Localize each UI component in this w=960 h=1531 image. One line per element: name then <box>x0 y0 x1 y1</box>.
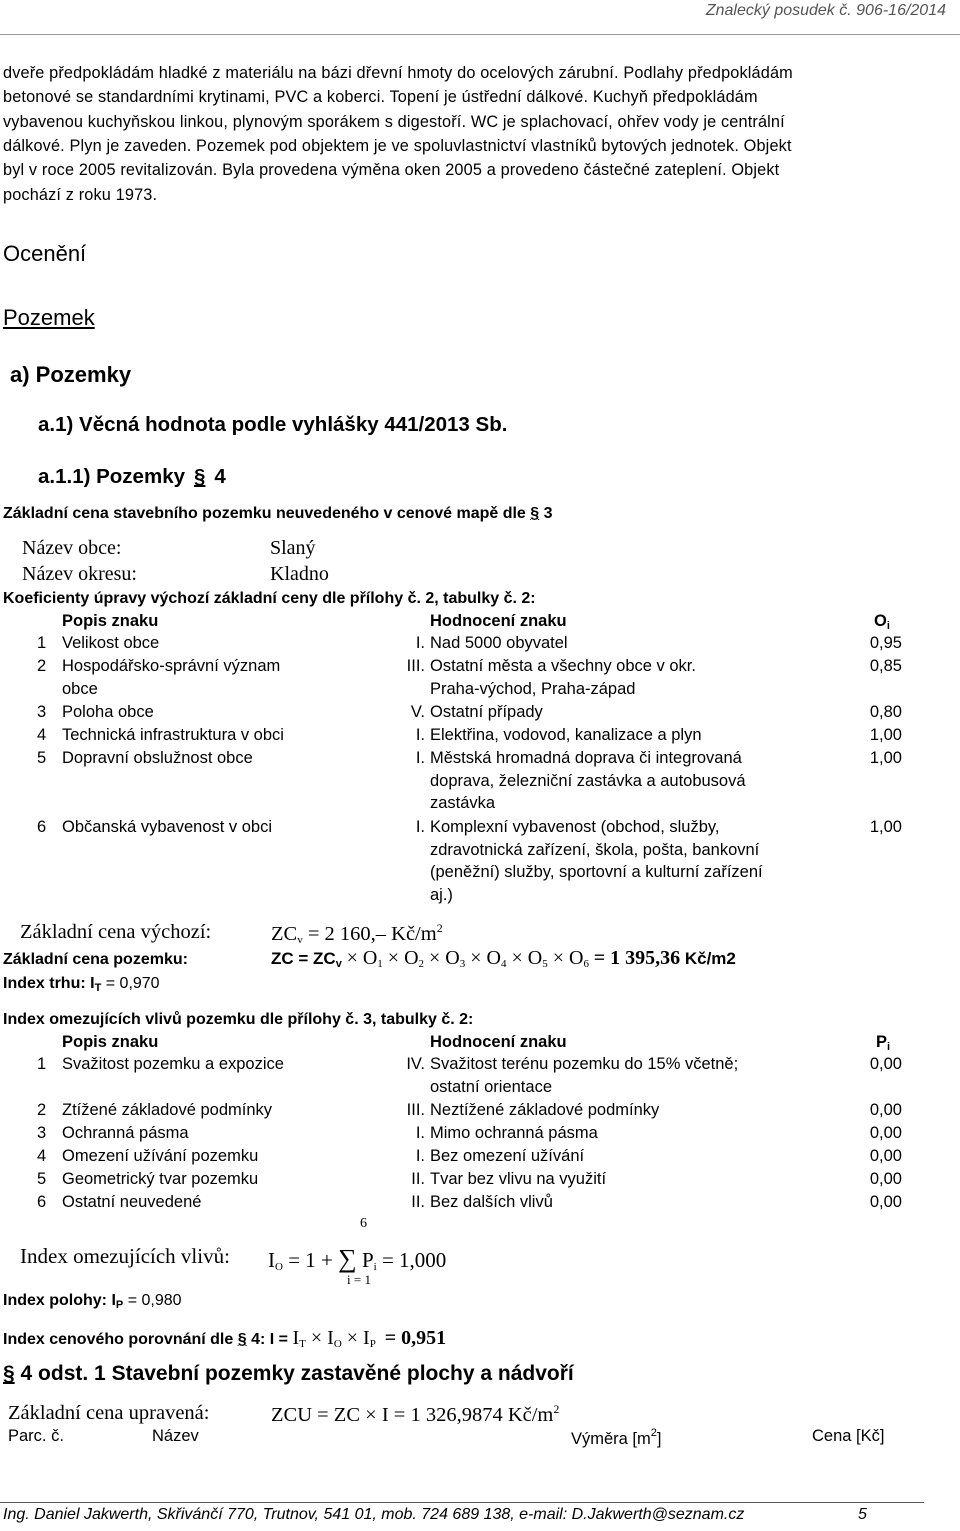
parc-col-vymera: Výměra $[m^2]$ <box>571 1427 662 1448</box>
table-row-roman: I. <box>415 1124 425 1142</box>
table-row-value: 1,00 <box>869 818 902 836</box>
table2-title: Index omezujících vlivů pozemku dle přílohy č. 3, tabulky č. 2: <box>3 1011 474 1028</box>
table-row-roman: I. <box>415 749 425 767</box>
table-row-hodnoceni: Nad 5000 obyvatel <box>430 634 568 652</box>
zc-pozemku-formula: ZC = $ZC_v \times O_1 \times O_2 \times O_3 \times O_4 \times O_5 \times O_6 = 1$ 395,36 Kč/m2 <box>271 947 736 970</box>
footer-text: Ing. Daniel Jakwerth, Skřivánčí 770, Trutnov, 541 01, mob. 724 689 138, e-mail: D.Jakwerth@seznam.cz <box>3 1506 745 1523</box>
table1-col-hodnoceni: Hodnocení znaku <box>430 612 567 630</box>
index-omezujicich-label: Index omezujících vlivů: <box>20 1244 230 1268</box>
index-trhu: Index trhu: $I_T = 0,970$ <box>3 975 160 994</box>
table-row-hodnoceni: Mimo ochranná pásma <box>430 1124 598 1142</box>
table-row-popis: Svažitost pozemku a expozice <box>62 1055 284 1073</box>
index-cenoveho: Index cenového porovnání dle § 4: $I = I_T \times I_O \times I_P = 0,951$ <box>3 1327 447 1350</box>
table-row-popis: obce <box>62 679 98 698</box>
table-row-popis: Technická infrastruktura v obci <box>62 726 284 744</box>
parc-col-cena: Cena [Kč] <box>812 1427 885 1445</box>
section-sign-icon: § <box>3 1362 15 1385</box>
table1-title: Koeficienty úpravy výchozí základní ceny dle přílohy č. 2, tabulky č. 2: <box>3 590 536 607</box>
sum-lower-limit: i = 1 <box>347 1272 371 1287</box>
heading-vecna-hodnota: a.1) Věcná hodnota podle vyhlášky 441/2013 Sb. <box>38 413 508 436</box>
page-number: 5 <box>858 1506 867 1523</box>
table-row-value: 0,00 <box>869 1124 902 1142</box>
table-row-value: 0,00 <box>869 1101 902 1119</box>
table-row-value: 0,80 <box>869 703 902 721</box>
zc-pozemku-label: Základní cena pozemku: <box>3 951 188 968</box>
table-row-popis: Ochranná pásma <box>62 1124 189 1142</box>
table-row-popis: Dopravní obslužnost obce <box>62 749 253 767</box>
table-row-popis: Ztížené základové podmínky <box>62 1101 273 1119</box>
table2-col-hodnoceni: Hodnocení znaku <box>430 1033 567 1051</box>
table-row-hodnoceni: Bez omezení užívání <box>430 1147 585 1165</box>
table-row-roman: I. <box>415 818 425 836</box>
nazev-obce-value: Slaný <box>270 537 316 559</box>
parc-col-parc: Parc. č. <box>8 1427 64 1445</box>
zc-upravena-label: Základní cena upravená: <box>8 1402 210 1424</box>
table-row-number: 2 <box>37 657 47 675</box>
table-row-hodnoceni: Bez dalších vlivů <box>430 1193 553 1211</box>
table-row-popis: Geometrický tvar pozemku <box>62 1170 259 1188</box>
table-row-hodnoceni: doprava, železniční zastávka a autobusová <box>430 771 746 790</box>
table-row-number: 3 <box>37 703 47 721</box>
table-row-value: 0,00 <box>869 1170 902 1188</box>
heading-pozemky-4-text: a.1.1) Pozemky <box>38 465 185 488</box>
table-row-hodnoceni: Praha-východ, Praha-západ <box>430 679 636 698</box>
table-row-hodnoceni: zdravotnická zařízení, škola, pošta, bankovní <box>430 840 760 859</box>
intro-line: pochází z roku 1973. <box>3 186 158 204</box>
table-row-number: 6 <box>37 1193 47 1211</box>
section-number: 3 <box>543 505 553 522</box>
table-row-number: 5 <box>37 749 47 767</box>
header-divider <box>0 34 960 35</box>
table-row-hodnoceni: Svažitost terénu pozemku do 15% včetně; <box>430 1055 739 1073</box>
zc-upravena-value: ZCU = ZC × I = 1 326,9874 $Kč/m^2$ <box>271 1402 560 1426</box>
zakladni-cena-heading-text: Základní cena stavebního pozemku neuvedeného v cenové mapě dle <box>3 505 526 522</box>
table-row-roman: V. <box>410 703 425 721</box>
table-row-number: 6 <box>37 818 47 836</box>
intro-line: vybavenou kuchyňskou linkou, plynovým sporákem s digestoří. WC je splachovací, ohřev vody je centrální <box>3 113 785 131</box>
table-row-popis: Hospodářsko-správní význam <box>62 657 281 675</box>
heading-pozemek: Pozemek <box>3 305 95 330</box>
heading-oceneni: Ocenění <box>3 241 87 266</box>
table-row-value: 0,00 <box>869 1193 902 1211</box>
table-row-popis: Poloha obce <box>62 703 154 721</box>
table-row-number: 4 <box>37 726 47 744</box>
table-row-hodnoceni: zastávka <box>430 794 496 813</box>
table-row-number: 1 <box>37 1055 47 1073</box>
table-row-hodnoceni: Komplexní vybavenost (obchod, služby, <box>430 818 720 836</box>
intro-line: betonové se standardními krytinami, PVC a koberci. Topení je ústřední dálkové. Kuchyň předpokládám <box>3 88 758 106</box>
document-header: Znalecký posudek č. 906-16/2014 <box>705 2 946 19</box>
table-row-hodnoceni: ostatní orientace <box>430 1077 552 1096</box>
section-sign-icon: § <box>194 465 206 488</box>
intro-line: byl v roce 2005 revitalizován. Byla provedena výměna oken 2005 a provedeno částečné zateplení. Objekt <box>3 161 780 179</box>
index-omezujicich-formula: $I_O = 1$ + ∑ $P_i = 1,000$ <box>268 1244 447 1273</box>
section-sign-icon: § <box>530 505 540 522</box>
table-row-roman: I. <box>415 1147 425 1165</box>
table1-col-o: $O_i$ <box>874 612 890 632</box>
table-row-roman: I. <box>415 634 425 652</box>
table-row-popis: Omezení užívání pozemku <box>62 1147 259 1165</box>
table-row-hodnoceni: Městská hromadná doprava či integrovaná <box>430 749 742 767</box>
parc-col-nazev: Název <box>152 1427 199 1445</box>
table-row-roman: III. <box>406 1101 425 1119</box>
table-row-hodnoceni: aj.) <box>430 886 453 905</box>
table-row-roman: III. <box>406 657 425 675</box>
table2-col-popis: Popis znaku <box>62 1033 159 1051</box>
table-row-roman: II. <box>411 1170 425 1188</box>
nazev-obce-label: Název obce: <box>22 537 122 559</box>
table-row-value: 0,00 <box>869 1055 902 1073</box>
table-row-hodnoceni: Elektřina, vodovod, kanalizace a plyn <box>430 726 702 744</box>
table-row-hodnoceni: Neztížené základové podmínky <box>430 1101 660 1119</box>
section-sign-icon: § <box>237 1331 247 1348</box>
heading-pozemky: a) Pozemky <box>10 362 132 387</box>
odst-heading: § 4 odst. 1 Stavební pozemky zastavěné plochy a nádvoří <box>3 1362 574 1385</box>
heading-pozemky-4 <box>38 465 226 489</box>
table-row-number: 2 <box>37 1101 47 1119</box>
table-row-value: 0,85 <box>869 657 902 675</box>
table-row-number: 3 <box>37 1124 47 1142</box>
table-row-number: 1 <box>37 634 47 652</box>
table-row-roman: I. <box>415 726 425 744</box>
table-row-roman: II. <box>411 1193 425 1211</box>
table-row-number: 4 <box>37 1147 47 1165</box>
table2-col-p: $P_i$ <box>876 1033 891 1053</box>
intro-line: dveře předpokládám hladké z materiálu na bázi dřevní hmoty do ocelových zárubní. Podlahy předpokládám <box>3 64 793 82</box>
table-row-popis: Občanská vybavenost v obci <box>62 818 273 836</box>
table-row-value: 0,95 <box>869 634 902 652</box>
table-row-hodnoceni: (peněžní) služby, sportovní a kulturní zařízení <box>430 863 763 882</box>
zakladni-cena-heading <box>3 505 553 523</box>
section-number: 4 <box>214 465 226 488</box>
table-row-value: 0,00 <box>869 1147 902 1165</box>
zc-vychozi-label: Základní cena výchozí: <box>20 921 212 943</box>
sigma-icon: ∑ <box>338 1244 357 1273</box>
sum-upper-limit: 6 <box>360 1216 367 1231</box>
table-row-hodnoceni: Ostatní města a všechny obce v okr. <box>430 657 696 675</box>
nazev-okresu-label: Název okresu: <box>22 563 137 585</box>
footer-divider <box>0 1502 924 1503</box>
intro-line: dálkové. Plyn je zaveden. Pozemek pod objektem je ve spoluvlastnictví vlastníků bytových jednotek. Objekt <box>3 137 792 155</box>
table-row-hodnoceni: Ostatní případy <box>430 703 543 721</box>
table-row-popis: Velikost obce <box>62 634 160 652</box>
table-row-hodnoceni: Tvar bez vlivu na využití <box>430 1170 607 1188</box>
table-row-roman: IV. <box>406 1055 425 1073</box>
table-row-value: 1,00 <box>869 726 902 744</box>
table-row-number: 5 <box>37 1170 47 1188</box>
nazev-okresu-value: Kladno <box>270 563 329 585</box>
zc-vychozi-value: $ZC_v = 2$ 160,– $Kč/m^2$ <box>271 921 443 946</box>
index-polohy: Index polohy: $I_P = 0,980$ <box>3 1292 182 1311</box>
table1-col-popis: Popis znaku <box>62 612 159 630</box>
table-row-popis: Ostatní neuvedené <box>62 1193 202 1211</box>
table-row-value: 1,00 <box>869 749 902 767</box>
